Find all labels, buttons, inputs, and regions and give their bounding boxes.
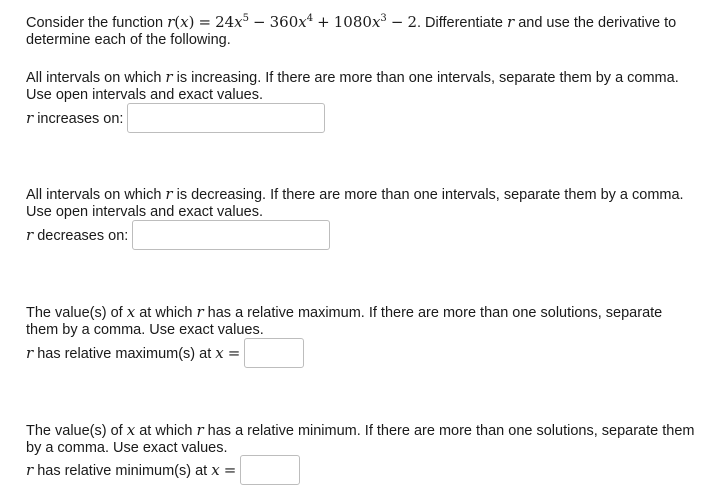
decreasing-label: r decreases on: (26, 226, 129, 244)
increasing-label: r increases on: (26, 109, 124, 127)
problem-statement: Consider the function $r(x) = 24x^5 - 360x^4 + 1080x^3 - 2$. Differentiate r and use the derivative to determine each of the following. (26, 13, 677, 48)
function-name: r (167, 13, 175, 31)
minimum-label: r has relative minimum(s) at x = (26, 461, 237, 479)
minimum-input[interactable] (240, 455, 300, 485)
increasing-input[interactable] (127, 103, 325, 133)
decreasing-prompt: All intervals on which r is decreasing. If there are more than one intervals, separate them by a comma. Use open intervals and exact values. (26, 185, 684, 220)
increasing-prompt: All intervals on which r is increasing. If there are more than one intervals, separate them by a comma. Use open intervals and exact values. (26, 68, 679, 103)
increasing-row (26, 103, 325, 133)
minimum-prompt: The value(s) of x at which r has a relative minimum. If there are more than one solutions, separate them by a comma. Use exact values. (26, 421, 695, 456)
minimum-row (26, 455, 300, 485)
maximum-input[interactable] (244, 338, 304, 368)
decreasing-row (26, 220, 330, 250)
decreasing-input[interactable] (132, 220, 330, 250)
maximum-prompt: The value(s) of x at which r has a relative maximum. If there are more than one solutions, separate them by a comma. Use exact values. (26, 303, 663, 338)
maximum-row (26, 338, 304, 368)
maximum-label: r has relative maximum(s) at x = (26, 344, 241, 362)
